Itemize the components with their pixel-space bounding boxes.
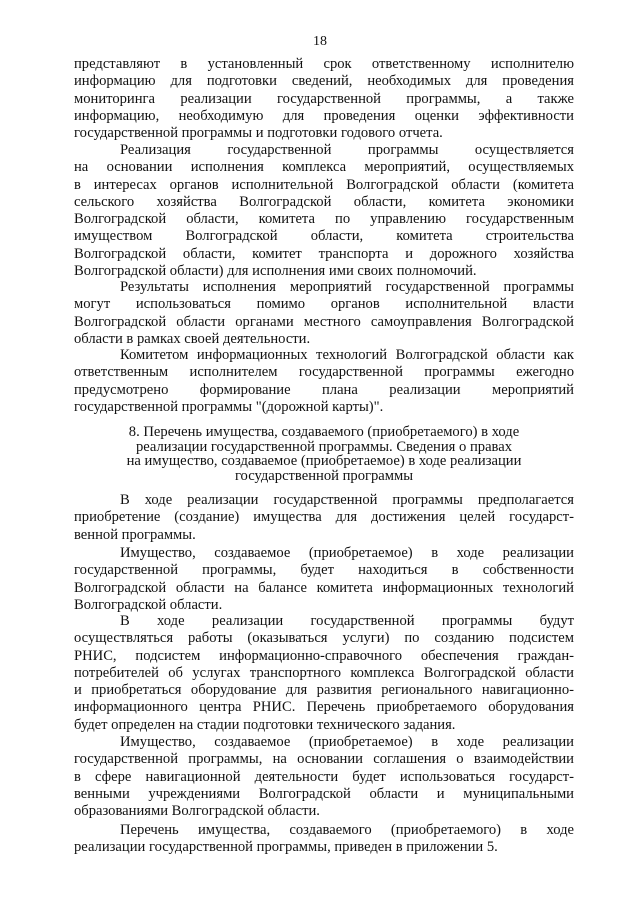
- paragraph-line: в интересах органов исполнительной Волгоградской области (комитета: [74, 176, 574, 193]
- paragraph-line: государственной программы и подготовки годового отчета.: [74, 125, 443, 142]
- paragraph-line: Перечень имущества, создаваемого (приобретаемого) в ходе: [120, 822, 574, 838]
- paragraph-9: [74, 822, 574, 857]
- paragraph-line: Волгоградской области, комитета по управлению государственным: [74, 211, 574, 228]
- paragraph-line: РНИС, подсистем информационно-справочного обеспечения граждан-: [74, 647, 574, 664]
- paragraph-line: сельского хозяйства Волгоградской области, комитета экономики: [74, 193, 574, 210]
- paragraph-line: венной программы.: [74, 526, 196, 543]
- paragraph-line: области в рамках своей деятельности.: [74, 330, 311, 347]
- paragraph-line: В ходе реализации государственной программы предполагается: [120, 492, 574, 508]
- paragraph-line: образованиями Волгоградской области.: [74, 803, 320, 820]
- paragraph-5: [74, 492, 574, 544]
- paragraph-line: приобретение (создание) имущества для достижения целей государст-: [74, 509, 574, 526]
- page-number: 18: [313, 34, 327, 49]
- paragraph-line: представляют в установленный срок ответственному исполнителю: [74, 56, 574, 72]
- paragraph-line: Имущество, создаваемое (приобретаемое) в ходе реализации: [120, 545, 574, 561]
- heading-line: 8. Перечень имущества, создаваемого (приобретаемого) в ходе: [128, 424, 520, 440]
- heading-line: государственной программы: [234, 467, 414, 484]
- paragraph-line: венными учреждениями Волгоградской области и муниципальными: [74, 785, 574, 802]
- paragraph-line: Волгоградской области на балансе комитета информационных технологий: [74, 579, 574, 596]
- paragraph-line: государственной программы, будет находиться в собственности: [74, 562, 574, 579]
- paragraph-line: Реализация государственной программы осуществляется: [120, 142, 574, 158]
- paragraph-line: в сфере навигационной деятельности будет использоваться государст-: [74, 768, 574, 785]
- paragraph-line: информационного центра РНИС. Перечень приобретаемого оборудования: [74, 699, 574, 716]
- paragraph-line: государственной программы, на основании соглашения о взаимодействии: [74, 751, 574, 768]
- paragraph-line: информацию для подготовки сведений, необходимых для проведения: [74, 73, 574, 90]
- paragraph-7: [74, 613, 574, 734]
- paragraph-6: [74, 545, 574, 614]
- paragraph-4: [74, 347, 574, 416]
- paragraph-line: осуществляться работы (оказываться услуги) по созданию подсистем: [74, 630, 574, 647]
- paragraph-1: [74, 56, 574, 142]
- paragraph-2: [74, 142, 574, 280]
- paragraph-line: Имущество, создаваемое (приобретаемое) в ходе реализации: [120, 734, 574, 750]
- paragraph-line: государственной программы "(дорожной карты)".: [74, 398, 384, 415]
- paragraph-line: предусмотрено формирование плана реализации мероприятий: [74, 381, 574, 398]
- paragraph-3: [74, 279, 574, 348]
- paragraph-line: Волгоградской области органами местного самоуправления Волгоградской: [74, 313, 574, 330]
- paragraph-line: Волгоградской области) для исполнения ими своих полномочий.: [74, 263, 477, 280]
- paragraph-line: В ходе реализации государственной программы будут: [120, 613, 574, 629]
- paragraph-line: будет определен на стадии подготовки технического задания.: [74, 716, 456, 733]
- heading-line: реализации государственной программы. Сведения о правах: [135, 438, 513, 455]
- paragraph-line: имуществом Волгоградской области, комитета строительства: [74, 228, 574, 245]
- paragraph-line: информацию, необходимую для проведения оценки эффективности: [74, 107, 574, 124]
- paragraph-line: могут использоваться помимо органов исполнительной власти: [74, 296, 574, 313]
- paragraph-line: Результаты исполнения мероприятий государственной программы: [120, 279, 574, 295]
- paragraph-line: мониторинга реализации государственной программы, а также: [74, 90, 574, 107]
- paragraph-line: Волгоградской области.: [74, 596, 223, 613]
- paragraph-line: Комитетом информационных технологий Волгоградской области как: [120, 347, 574, 363]
- paragraph-line: ответственным исполнителем государственной программы ежегодно: [74, 364, 574, 381]
- paragraph-line: потребителей об услугах транспортного комплекса Волгоградской области: [74, 664, 574, 681]
- paragraph-line: и приобретаться оборудование для развития регионального навигационно-: [74, 682, 574, 699]
- paragraph-line: реализации государственной программы, приведен в приложении 5.: [74, 839, 498, 856]
- heading-line: на имущество, создаваемое (приобретаемое) в ходе реализации: [126, 453, 522, 470]
- section-heading: [74, 425, 574, 483]
- paragraph-line: Волгоградской области, комитет транспорта и дорожного хозяйства: [74, 245, 574, 262]
- paragraph-8: [74, 734, 574, 820]
- paragraph-line: на основании исполнения комплекса мероприятий, осуществляемых: [74, 159, 574, 176]
